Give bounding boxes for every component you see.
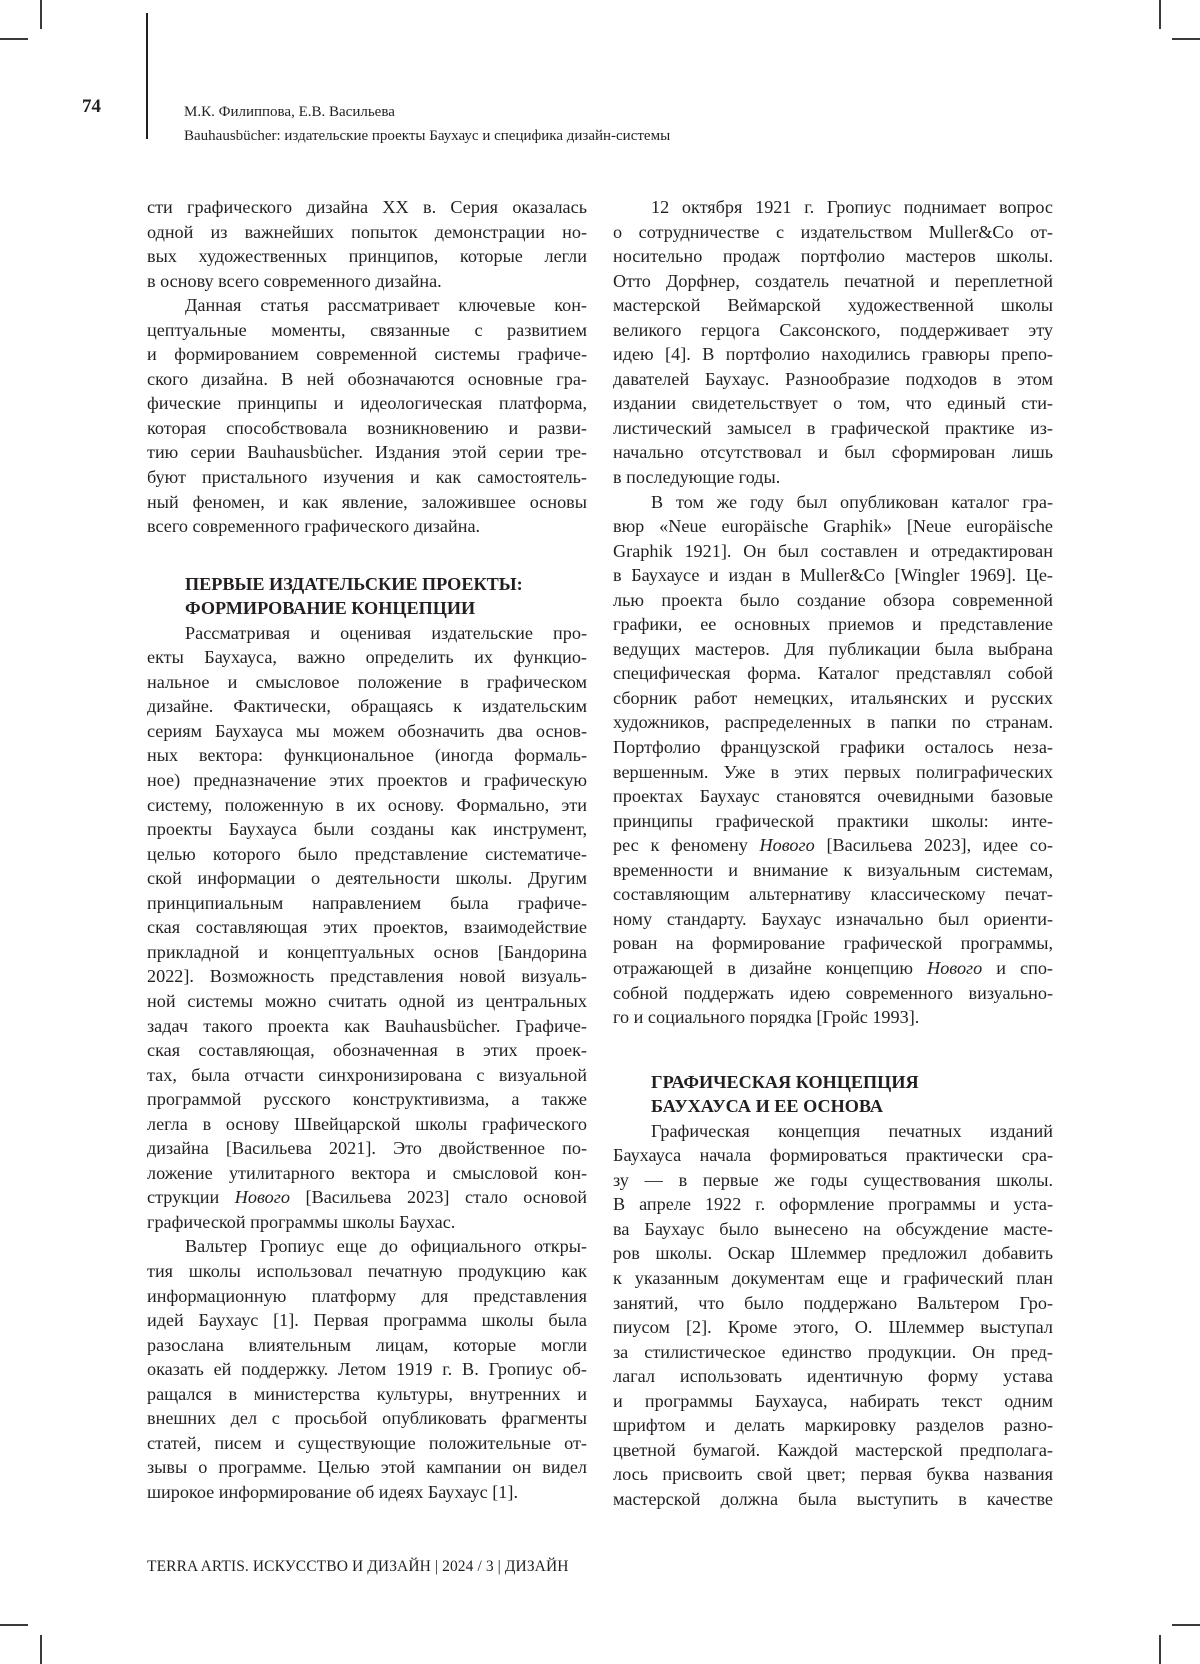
paragraph-line: внешних дел с просьбой опубликовать фрагменты <box>147 1408 587 1429</box>
paragraph-line: ный феномен, и как явление, заложившее основы <box>147 491 587 512</box>
paragraph-line: листический замысел в графической практике из- <box>613 417 1053 438</box>
paragraph-line: ров школы. Оскар Шлеммер предложил добавить <box>613 1243 1053 1264</box>
paragraph-line: ной системы можно считать одной из центральных <box>147 990 587 1011</box>
running-head-authors: М.К. Филиппова, Е.В. Васильева <box>184 104 395 120</box>
text-run: и спо- <box>982 957 1053 978</box>
paragraph-line: тию серии Bauhausbücher. Издания этой серии тре- <box>147 442 587 463</box>
paragraph-line: ской информации о деятельности школы. Другим <box>147 868 587 889</box>
heading-line: ГРАФИЧЕСКАЯ КОНЦЕПЦИЯ <box>651 1071 919 1092</box>
paragraph-line: давателей Баухаус. Разнообразие подходов в этом <box>613 368 1053 389</box>
paragraph-line: буют пристального изучения и как самостоятель- <box>147 467 587 488</box>
paragraph-line: ращался в министерства культуры, внутренних и <box>147 1383 587 1404</box>
paragraph-line: легла в основу Швейцарской школы графического <box>147 1113 587 1134</box>
paragraph-line: ва Баухаус было вынесено на обсуждение масте- <box>613 1218 1053 1239</box>
paragraph-lines <box>613 490 1053 834</box>
text-run: [Васильева 2023] стало основой <box>289 1187 587 1208</box>
paragraph-line: ская составляющая, обозначенная в этих проек- <box>147 1040 587 1061</box>
crop-mark-bottom-right-horizontal <box>1172 1624 1200 1626</box>
section-heading <box>613 1070 1053 1119</box>
paragraph-line: Graphik 1921]. Он был составлен и отредактирован <box>613 540 1053 561</box>
paragraph-line: шрифтом и делать маркировку разделов разно- <box>613 1415 1053 1436</box>
paragraph-line: информационную платформу для представления <box>147 1285 587 1306</box>
paragraph-line: собной поддержать идею современного визуально- <box>613 982 1053 1003</box>
crop-mark-bottom-left-horizontal <box>0 1624 28 1626</box>
right-column <box>613 195 1053 1511</box>
text-run: рес к феномену <box>613 835 760 856</box>
left-column <box>147 195 587 1504</box>
crop-mark-top-right-vertical <box>1159 0 1161 29</box>
paragraph-line: вершенным. Уже в этих первых полиграфических <box>613 761 1053 782</box>
paragraph-line: екты Баухауса, важно определить их функцио- <box>147 647 587 668</box>
paragraph-line: и формированием современной системы графиче- <box>147 344 587 365</box>
paragraph-line: к указанным документам еще и графический план <box>613 1267 1053 1288</box>
italic-term: Нового <box>234 1187 290 1208</box>
paragraph-line: Баухауса начала формироваться практически сра- <box>613 1145 1053 1166</box>
paragraph-line <box>613 956 1053 981</box>
italic-term: Нового <box>927 957 983 978</box>
paragraph-line: ведущих мастеров. Для публикации была выбрана <box>613 638 1053 659</box>
crop-mark-top-left-vertical <box>40 0 42 29</box>
paragraph-line: В том же году был опубликован каталог гра- <box>651 491 1053 512</box>
paragraph-line: ному стандарту. Баухаус изначально был ориенти- <box>613 908 1053 929</box>
paragraph-line: ского дизайна. В ней обозначаются основные гра- <box>147 368 587 389</box>
paragraph-line: издании свидетельствует о том, что единый сти- <box>613 393 1053 414</box>
paragraph-line: принципиальным направлением была графиче- <box>147 892 587 913</box>
paragraph-line: составляющим альтернативу классическому печат- <box>613 884 1053 905</box>
paragraph-line: вых художественных принципов, которые легли <box>147 246 587 267</box>
paragraph-line: нальное и смысловое положение в графическом <box>147 671 587 692</box>
paragraph <box>613 195 1053 490</box>
paragraph <box>147 1234 587 1504</box>
text-run: [Васильева 2023], идее со- <box>814 835 1053 856</box>
paragraph-line: в Баухаусе и издан в Muller&Co [Wingler 1969]. Це- <box>613 565 1053 586</box>
paragraph-line: всего современного графического дизайна. <box>147 516 481 537</box>
paragraph-line <box>613 833 1053 858</box>
paragraph-line: за стилистическое единство продукции. Он пред- <box>613 1341 1053 1362</box>
paragraph-line: одной из важнейших попыток демонстрации но- <box>147 221 587 242</box>
paragraph-line: зу — в первые же годы существования школы. <box>613 1169 1053 1190</box>
running-head <box>184 100 670 148</box>
paragraph <box>613 490 1053 1030</box>
heading-line: БАУХАУСА И ЕЕ ОСНОВА <box>651 1096 884 1117</box>
heading-line: ПЕРВЫЕ ИЗДАТЕЛЬСКИЕ ПРОЕКТЫ: <box>185 573 523 594</box>
heading-line: ФОРМИРОВАНИЕ КОНЦЕПЦИИ <box>185 598 476 619</box>
paragraph-line: рован на формирование графической программы, <box>613 933 1053 954</box>
section-heading <box>147 572 587 621</box>
paragraph-line: разослана влиятельным лицам, которые могли <box>147 1334 587 1355</box>
paragraph-line: вюр «Neue europäische Graphik» [Neue europäische <box>613 516 1053 537</box>
paragraph-line: тах, была отчасти синхронизирована с визуальной <box>147 1064 587 1085</box>
paragraph-line: которая способствовала возникновению и разви- <box>147 417 587 438</box>
paragraph <box>613 1119 1053 1512</box>
paragraph-line: ных вектора: функциональное (иногда формаль- <box>147 745 587 766</box>
paragraph-line: целью которого было представление систематиче- <box>147 843 587 864</box>
paragraph <box>147 621 587 1235</box>
paragraph-line: пиусом [2]. Кроме этого, О. Шлеммер выступал <box>613 1317 1053 1338</box>
paragraph-line: Вальтер Гропиус еще до официального откры- <box>185 1236 587 1257</box>
paragraph-line: в последующие годы. <box>613 467 781 488</box>
paragraph-line: носительно продаж портфолио мастеров школы. <box>613 246 1053 267</box>
crop-mark-top-right-horizontal <box>1172 38 1200 40</box>
paragraph-line: и программы Баухауса, набирать текст одним <box>613 1390 1053 1411</box>
paragraph-line: художников, распределенных в папки по странам. <box>613 712 1053 733</box>
page-number: 74 <box>82 96 101 117</box>
paragraph-line: графики, ее основных приемов и представление <box>613 614 1053 635</box>
paragraph-line: лагал использовать идентичную форму устава <box>613 1366 1053 1387</box>
paragraph-line: в основу всего современного дизайна. <box>147 270 442 291</box>
paragraph <box>147 293 587 538</box>
paragraph-line: сериям Баухауса мы можем обозначить два основ- <box>147 720 587 741</box>
crop-mark-top-left-horizontal <box>0 38 28 40</box>
paragraph-line: статей, писем и существующие положительные от- <box>147 1432 587 1453</box>
text-run: отражающей в дизайне концепцию <box>613 957 928 978</box>
paragraph-line: программой русского конструктивизма, а также <box>147 1089 587 1110</box>
paragraph-line: ложение утилитарного вектора и смысловой кон- <box>147 1162 587 1183</box>
text-run: струкции <box>147 1187 235 1208</box>
paragraph-line: оказать ей поддержку. Летом 1919 г. В. Гропиус об- <box>147 1359 587 1380</box>
paragraph-line: цептуальные моменты, связанные с развитием <box>147 319 587 340</box>
paragraph <box>147 195 587 293</box>
paragraph-line: о сотрудничестве с издательством Muller&Co от- <box>613 221 1053 242</box>
paragraph-line: Данная статья рассматривает ключевые кон- <box>185 295 587 316</box>
paragraph-line: го и социального порядка [Гройс 1993]. <box>613 1007 920 1028</box>
paragraph-line: мастерской должна была выступить в качестве <box>613 1488 1053 1509</box>
paragraph-line: великого герцога Саксонского, поддерживает эту <box>613 319 1053 340</box>
paragraph-line <box>147 1185 587 1210</box>
paragraph-line: Графическая концепция печатных изданий <box>651 1120 1053 1141</box>
paragraph-line: занятий, что было поддержано Вальтером Гро- <box>613 1292 1053 1313</box>
paragraph-line: зывы о программе. Целью этой кампании он видел <box>147 1457 587 1478</box>
paragraph-line: широкое информирование об идеях Баухаус [1]. <box>147 1481 518 1502</box>
paragraph-line: 2022]. Возможность представления новой визуаль- <box>147 966 587 987</box>
paragraph-line: фические принципы и идеологическая платформа, <box>147 393 587 414</box>
paragraph-line: прикладной и концептуальных основ [Бандорина <box>147 941 587 962</box>
paragraph-line: Отто Дорфнер, создатель печатной и переплетной <box>613 270 1053 291</box>
paragraph-line: Рассматривая и оценивая издательские про- <box>185 622 587 643</box>
paragraph-line: сти графического дизайна XX в. Серия оказалась <box>147 197 587 217</box>
paragraph-line: систему, положенную в их основу. Формально, эти <box>147 794 587 815</box>
crop-mark-bottom-right-vertical <box>1159 1635 1161 1664</box>
paragraph-line: лью проекта было создание обзора современной <box>613 589 1053 610</box>
paragraph-line: проектах Баухаус становятся очевидными базовые <box>613 786 1053 807</box>
paragraph-line: начально отсутствовал и был сформирован лишь <box>613 442 1053 463</box>
journal-footer: TERRA ARTIS. ИСКУССТВО И ДИЗАЙН | 2024 / 3 | ДИЗАЙН <box>147 1558 569 1575</box>
crop-mark-bottom-left-vertical <box>40 1635 42 1664</box>
paragraph-line: цветной бумагой. Каждой мастерской предполага- <box>613 1439 1053 1460</box>
paragraph-line: дизайне. Фактически, обращаясь к издательским <box>147 696 587 717</box>
paragraph-lines <box>613 858 1053 956</box>
paragraph-lines <box>147 621 587 1186</box>
paragraph-line: ное) предназначение этих проектов и графическую <box>147 770 587 791</box>
paragraph-line: идей Баухаус [1]. Первая программа школы была <box>147 1310 587 1331</box>
paragraph-line: принципы графической практики школы: инте- <box>613 810 1053 831</box>
paragraph-line: специфическая форма. Каталог представлял собой <box>613 663 1053 684</box>
header-divider <box>146 13 148 139</box>
paragraph-line: графической программы школы Баухас. <box>147 1211 456 1232</box>
italic-term: Нового <box>759 835 815 856</box>
paragraph-line: проекты Баухауса были созданы как инструмент, <box>147 819 587 840</box>
paragraph-line: ская составляющая этих проектов, взаимодействие <box>147 917 587 938</box>
paragraph-line: временности и внимание к визуальным системам, <box>613 859 1053 880</box>
paragraph-line: дизайна [Васильева 2021]. Это двойственное по- <box>147 1138 587 1159</box>
paragraph-line: идею [4]. В портфолио находились гравюры препо- <box>613 344 1053 365</box>
paragraph-lines <box>613 981 1053 1030</box>
paragraph-line: задач такого проекта как Bauhausbücher. Графиче- <box>147 1015 587 1036</box>
running-head-title: Bauhausbücher: издательские проекты Баухаус и специфика дизайн-системы <box>184 128 671 144</box>
paragraph-line: В апреле 1922 г. оформление программы и уста- <box>613 1194 1053 1215</box>
paragraph-line: сборник работ немецких, итальянских и русских <box>613 687 1053 708</box>
paragraph-line: Портфолио французской графики осталось неза- <box>613 737 1053 758</box>
paragraph-line: тия школы использовал печатную продукцию как <box>147 1260 587 1281</box>
paragraph-line: мастерской Веймарской художественной школы <box>613 295 1053 316</box>
paragraph-line: 12 октября 1921 г. Гропиус поднимает вопрос <box>651 197 1053 217</box>
paragraph-line: лось присвоить свой цвет; первая буква названия <box>613 1464 1053 1485</box>
